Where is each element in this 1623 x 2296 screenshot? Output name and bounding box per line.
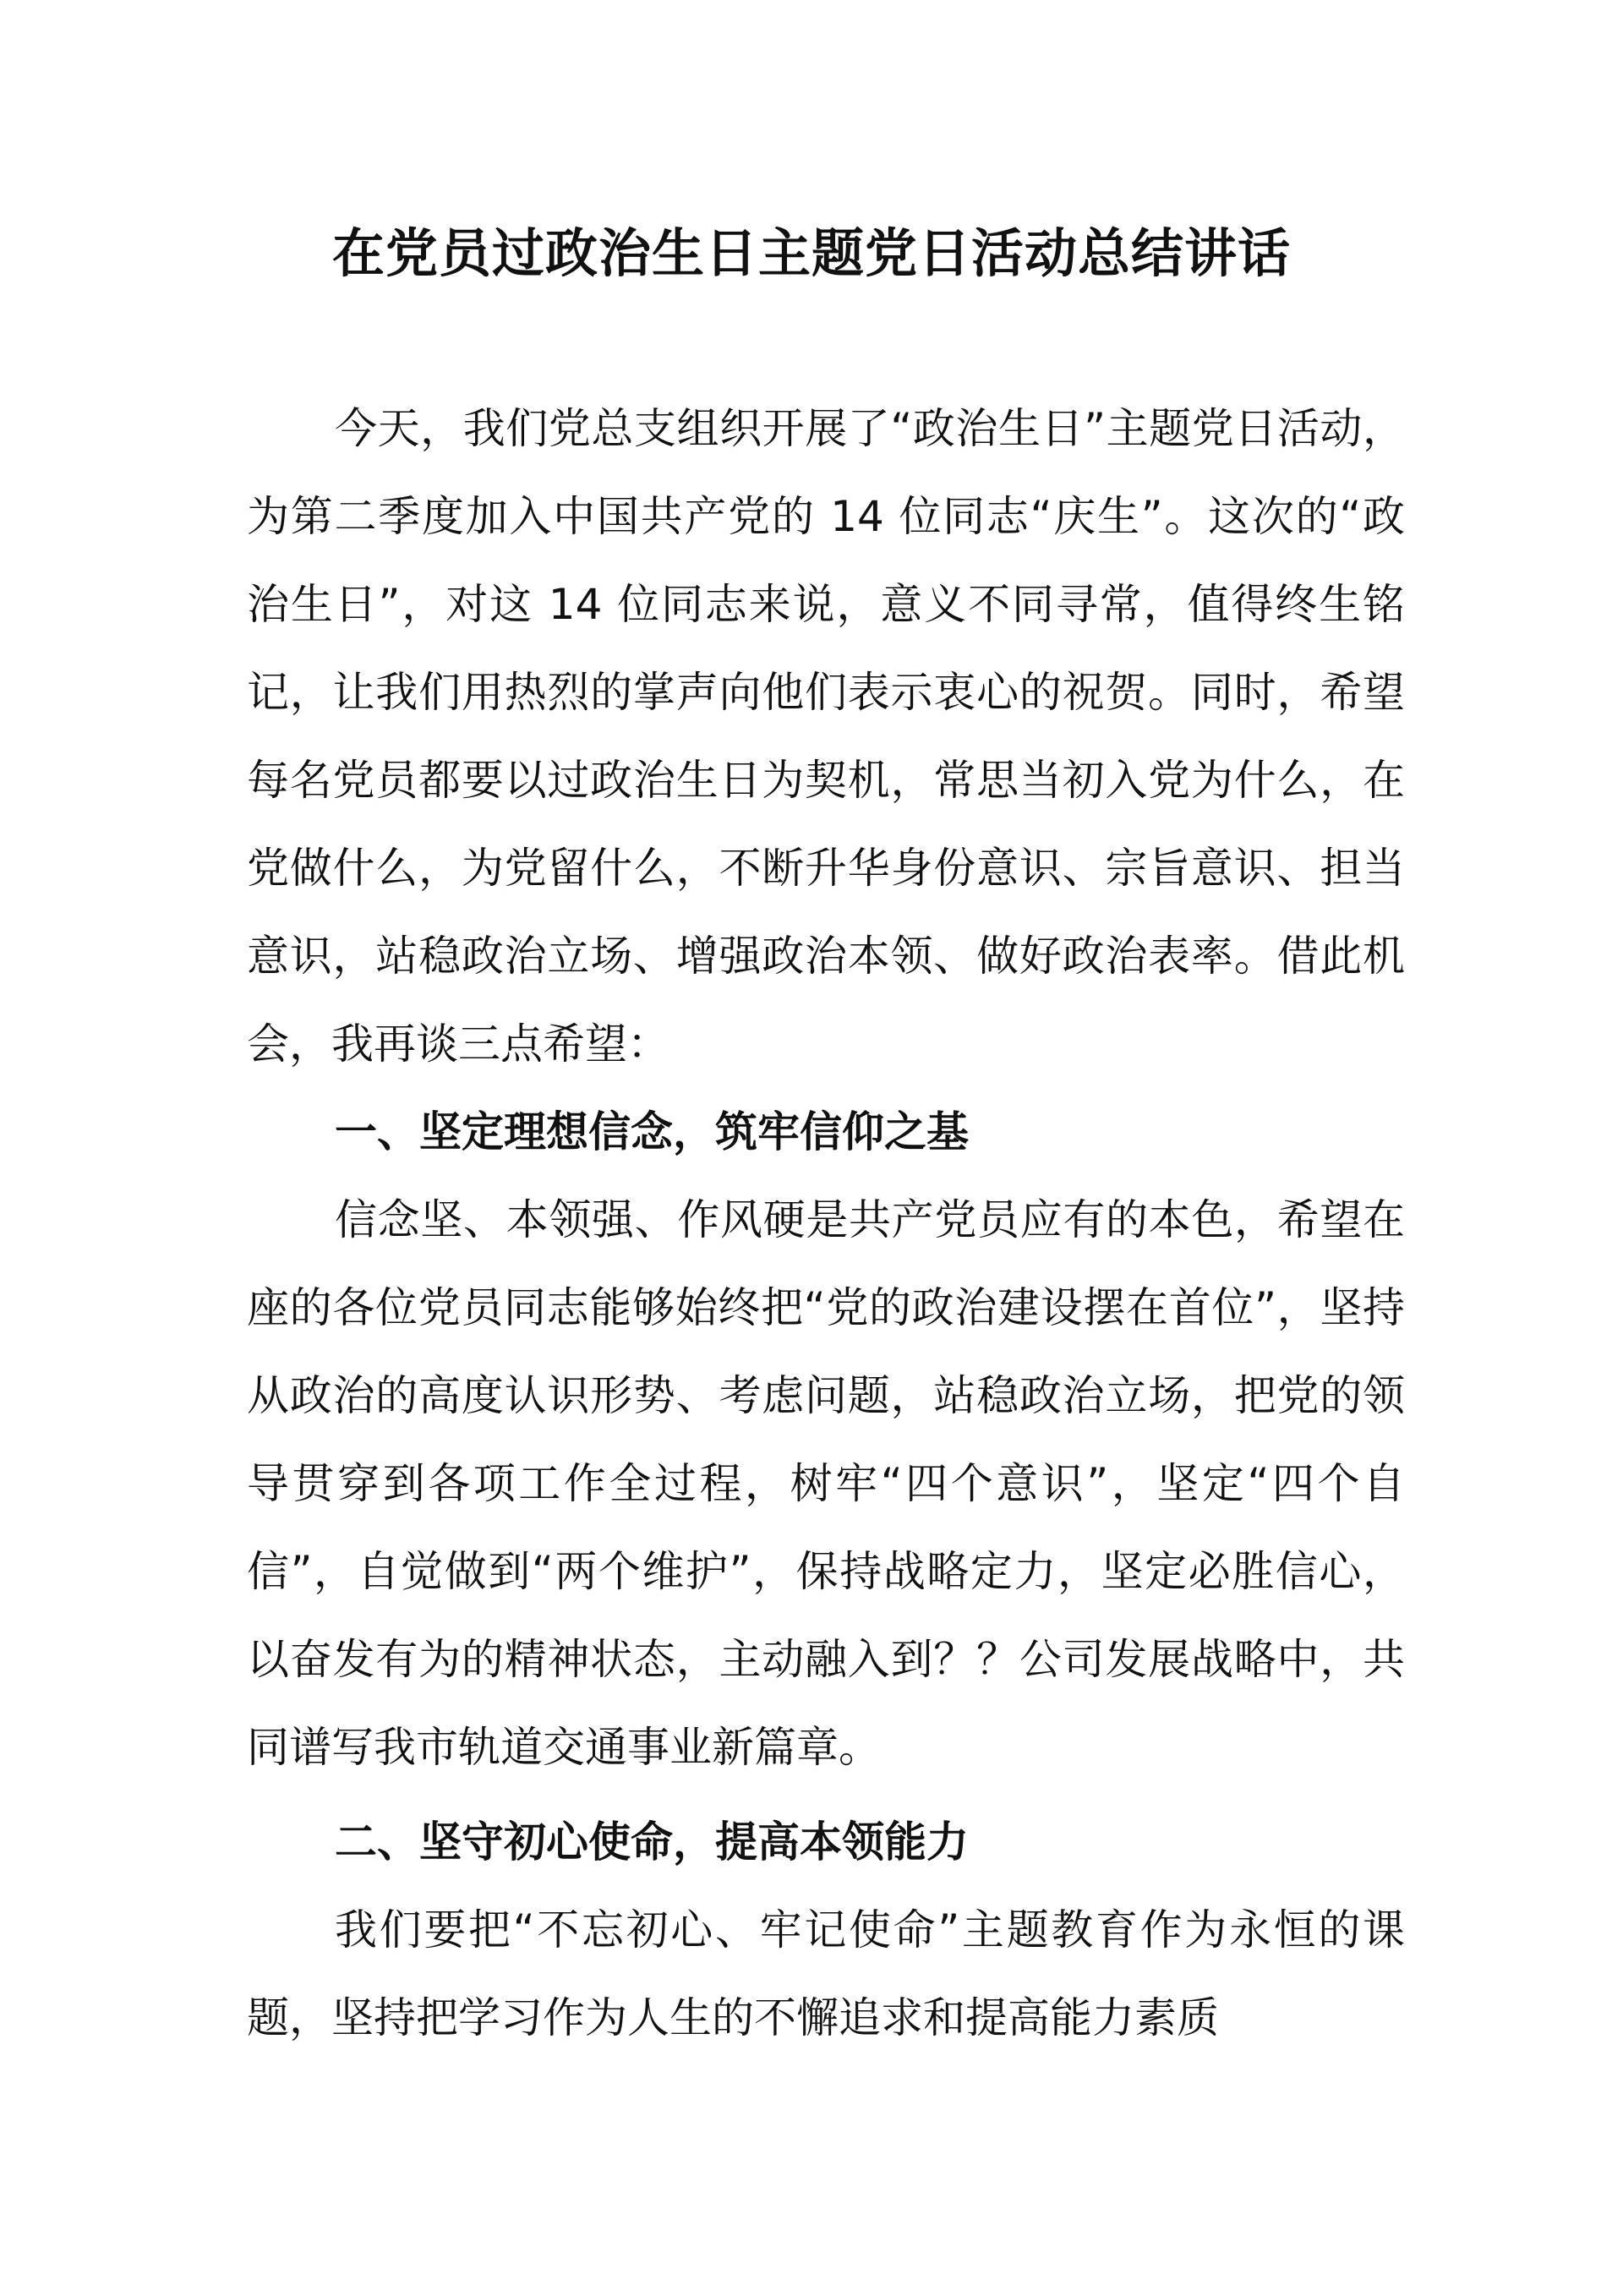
intro-paragraph: 今天，我们党总支组织开展了“政治生日”主题党日活动，为第二季度加入中国共产党的 14 位同志“庆生”。这次的“政治生日”，对这 14 位同志来说，意义不同寻常，值得终生铭记，让我们用热烈的掌声向他们表示衷心的祝贺。同时，希望每名党员都要以过政治生日为契机，常思当初入党为什么，在党做什么，为党留什么，不断升华身份意识、宗旨意识、担当意识，站稳政治立场、增强政治本领、做好政治表率。借此机会，我再谈三点希望：	[247, 404, 1405, 1069]
document-title: 在党员过政治生日主题党日活动总结讲话	[331, 222, 1291, 284]
section-heading-2: 二、坚守初心使命，提高本领能力	[335, 1818, 969, 1867]
section-heading-1: 一、坚定理想信念，筑牢信仰之基	[335, 1107, 969, 1156]
section-paragraph-2: 我们要把“不忘初心、牢记使命”主题教育作为永恒的课题，坚持把学习作为人生的不懈追求和提高能力素质	[247, 1905, 1405, 2042]
section-paragraph-1: 信念坚、本领强、作风硬是共产党员应有的本色，希望在座的各位党员同志能够始终把“党的政治建设摆在首位”，坚持从政治的高度认识形势、考虑问题，站稳政治立场，把党的领导贯穿到各项工作全过程，树牢“四个意识”，坚定“四个自信”，自觉做到“两个维护”，保持战略定力，坚定必胜信心，以奋发有为的精神状态，主动融入到？？公司发展战略中，共同谱写我市轨道交通事业新篇章。	[247, 1195, 1405, 1772]
document-body	[247, 385, 1405, 2062]
